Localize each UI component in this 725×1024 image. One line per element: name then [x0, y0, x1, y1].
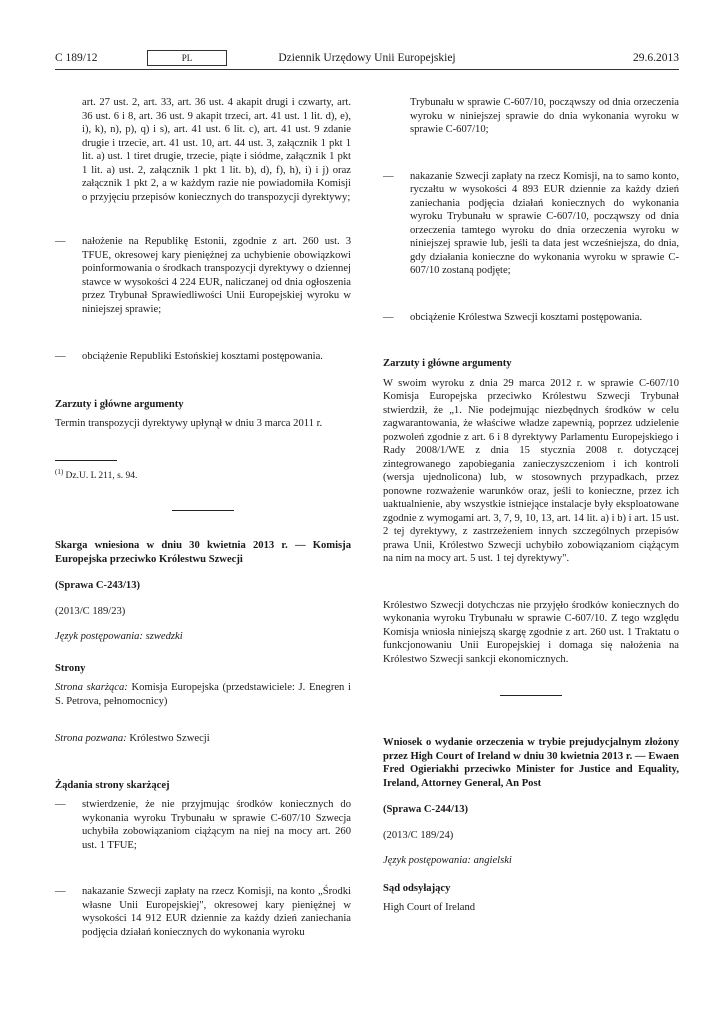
claim-item: — obciążenie Królestwa Szwecji kosztami postępowania. — [383, 311, 679, 325]
claim-item: — stwierdzenie, że nie przyjmując środków koniecznych do wykonania wyroku Trybunału w sprawie C-607/10 Szwecja uchybiła zobowiązaniom ciążącym na niej na mocy art. 260 ust. 1 TFUE; — [55, 798, 351, 852]
page-header — [55, 50, 679, 72]
case-title: Wniosek o wydanie orzeczenia w trybie prejudycjalnym złożony przez High Court of Ireland w dniu 30 kwietnia 2013 r. — Ewaen Fred Ogieriakhi przeciwko Minister for Justice and Equality, Ireland, Attorney General, An Post — [383, 737, 679, 789]
paragraph: Królestwo Szwecji dotychczas nie przyjęło środków koniecznych do wykonania wyroku Trybunału w sprawie C-607/10. Z tego względu Komisja wniosła niniejszą skargę zgodnie z art. 260 ust. 1 Traktatu o funkcjonowaniu Unii Europejskiej i domaga się nałożenia na Królestwo Szwecji sankcji ekonomicznych. — [383, 599, 679, 665]
section-heading: Zarzuty i główne argumenty — [383, 358, 512, 369]
section-heading: Sąd odsyłający — [383, 882, 451, 894]
page-number: C 189/12 — [55, 52, 98, 64]
claim-item: — nakazanie Szwecji zapłaty na rzecz Komisji, na to samo konto, ryczałtu w wysokości 4 893 EUR dziennie za każdy dzień zaniechania podjęcia działań koniecznych do wykonania wyroku Trybunału w sprawie C-607/10, począwszy od dnia orzeczenia tamtego wyroku do dnia orzeczenia wyroku w niniejszej sprawie lub, jeśli ta data jest wcześniejsza, do dnia, gdy działania konieczne do wykonania wyroku w sprawie C-607/10 zostaną podjęte; — [383, 170, 679, 278]
paragraph: High Court of Ireland — [383, 902, 476, 913]
right-column — [383, 96, 679, 915]
party-text: Królestwo Szwecji — [129, 733, 210, 745]
case-title: Skarga wniesiona w dniu 30 kwietnia 2013 r. — Komisja Europejska przeciwko Królestwu Szwecji — [55, 540, 351, 565]
journal-title: Dziennik Urzędowy Unii Europejskiej — [278, 52, 456, 64]
party-label: Strona pozwana: — [55, 733, 127, 745]
header-rule — [55, 69, 679, 70]
footnote-rule — [55, 460, 117, 461]
claim-item: — nakazanie Szwecji zapłaty na rzecz Komisji, na konto „Środki własne Unii Europejskiej", okresowej kary pieniężnej w wysokości 14 912 EUR dziennie za każdy dzień zaniechania podjęcia działań koniecznych do wykonania wyroku — [55, 885, 351, 939]
party-applicant — [55, 681, 351, 708]
claim-item: — nałożenie na Republikę Estonii, zgodnie z art. 260 ust. 3 TFUE, okresowej kary pieniężnej za uchybienie obowiązkowi poinformowania o środkach transpozycji dyrektywy o dziennej stawce w wysokości 4 224 EUR, naliczanej od dnia ogłoszenia przez Trybunał Sprawiedliwości Unii Europejskiej wyroku w niniejszej sprawie; — [55, 235, 351, 316]
language-badge: PL — [147, 50, 227, 66]
footnote-text: Dz.U. L 211, s. 94. — [65, 470, 138, 481]
party-label: Strona skarżąca: — [55, 682, 128, 694]
paragraph: W swoim wyroku z dnia 29 marca 2012 r. w sprawie C-607/10 Komisja Europejska przeciwko Królestwu Szwecji Trybunał stwierdził, że „1. Nie podejmując niezbędnych środków w celu zagwarantowania, że właściwe władze zapewnią, poprzez udzielenie pozwoleń zgodnie z art. 6 i 8 dyrektywy Parlamentu Europejskiego i Rady 2008/1/WE z dnia 15 stycznia 2008 r. dotyczącej zintegrowanego zapobiegania zanieczyszczeniom i ich kontroli (wersja ujednolicona) lub, w stosownych przypadkach, przez ponowne rozważenie warunków oraz, jeśli to konieczne, przez ich uaktualnienie, aby wszystkie istniejące instalacje były eksploatowane zgodnie z wymogami art. 3, 7, 9, 10, 13, art. 14 lit. a) i b) i art. 15 ust. 2 tej dyrektywy, z zastrzeżeniem innych szczególnych przepisów prawa Unii, Królestwo Szwecji uchybiło zobowiązaniom ciążącym na nim na mocy art. 5 ust. 1 tej dyrektywy". — [383, 377, 679, 564]
section-heading: Strony — [55, 662, 86, 674]
left-column — [55, 96, 351, 939]
case-reference: (2013/C 189/23) — [55, 605, 126, 617]
case-number: (Sprawa C-244/13) — [383, 804, 469, 815]
continuation-text: art. 27 ust. 2, art. 33, art. 36 ust. 4 akapit drugi i czwarty, art. 36 ust. 6 i 8, art. 36 ust. 9 akapit trzeci, art. 41 ust. 1 lit. d), e), i), k), n), p), q) i s), art. 41 ust. 6 lit. c), art. 41 ust. 9 zdanie drugie i trzecie, art. 41 ust. 10, art. 44 ust. 3, załącznik 1 pkt 1 lit. a) ust. 1 tiret drugie, trzecie, piąte i siódme, załącznik 1 pkt 1 lit. a) ust. 2, załącznik 1 pkt 1 lit. b), d), f), h), i) i j) oraz załącznik 1 pkt 2, a w każdym razie nie powiadomiła Komisji o przyjęciu przepisów koniecznych do transpozycji dyrektywy; — [82, 97, 351, 203]
section-separator — [172, 510, 234, 511]
section-separator — [500, 695, 562, 696]
footnote — [55, 466, 351, 484]
case-reference: (2013/C 189/24) — [383, 829, 454, 841]
continuation-text: Trybunału w sprawie C-607/10, począwszy od dnia orzeczenia wyroku w niniejszej sprawie do dnia wykonania wyroku w sprawie C-607/10; — [410, 97, 679, 135]
claim-item: — obciążenie Republiki Estońskiej kosztami postępowania. — [55, 350, 351, 364]
section-heading: Zarzuty i główne argumenty — [55, 398, 184, 410]
case-number: (Sprawa C-243/13) — [55, 580, 141, 592]
case-language: Język postępowania: szwedzki — [55, 631, 183, 643]
party-defendant — [55, 732, 351, 746]
party-text: Komisja Europejska (przedstawiciele: J. Enegren i S. Petrova, pełnomocnicy) — [55, 682, 352, 707]
footnote-mark: (1) — [55, 467, 64, 476]
publication-date: 29.6.2013 — [633, 52, 679, 64]
case-language: Język postępowania: angielski — [383, 855, 512, 866]
paragraph: Termin transpozycji dyrektywy upłynął w dniu 3 marca 2011 r. — [55, 418, 323, 429]
section-heading: Żądania strony skarżącej — [55, 779, 170, 791]
